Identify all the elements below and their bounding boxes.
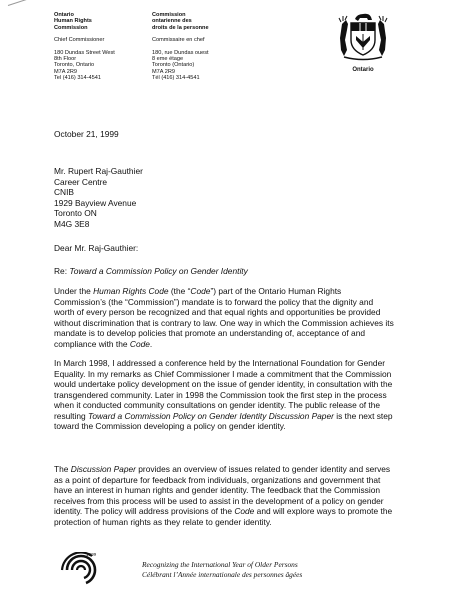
recipient-line2: Career Centre bbox=[54, 176, 108, 187]
para3-text-1: The bbox=[54, 464, 71, 474]
recipient-line3: CNIB bbox=[54, 187, 75, 197]
salutation: Dear Mr. Raj-Gauthier: bbox=[54, 243, 139, 253]
signer-title: Chief Commissioner bbox=[54, 37, 105, 44]
ontario-crest bbox=[338, 10, 388, 72]
letterhead-english bbox=[54, 12, 144, 82]
org-name-line2: Human Rights bbox=[54, 18, 92, 25]
org-name-line2-fr: ontarienne des bbox=[152, 18, 192, 25]
address-line1-fr: 180, rue Dundas ouest bbox=[152, 49, 209, 56]
telephone: Tel (416) 314-4541 bbox=[54, 75, 101, 82]
recipient-line6: M4G 3E8 bbox=[54, 218, 90, 229]
para1-text-4: . bbox=[149, 338, 153, 349]
para3-text-2: provides an overview of issues related to gender identity and serves as a point of departure for feedback from individuals, organizations and government that have an interest in human rights and gender identity. The feedback that the Commission receives from this process will be used to assist in the development of a policy on gender identity. The policy will address provisions of the bbox=[54, 464, 391, 516]
address-line1: 180 Dundas Street West bbox=[54, 49, 115, 56]
subject-line bbox=[54, 266, 394, 277]
para3-code: Code bbox=[234, 506, 255, 516]
org-name-line3: Commission bbox=[54, 24, 88, 31]
subject-prefix: Re: bbox=[54, 266, 70, 276]
org-name-line3-fr: droits de la personne bbox=[152, 24, 209, 31]
footer-line-english: Recognizing the International Year of Older Persons bbox=[142, 560, 298, 569]
footer-text bbox=[142, 560, 442, 579]
recipient-line4: 1929 Bayview Avenue bbox=[54, 197, 137, 208]
para2-paper-title: Toward a Commission Policy on Gender Identity Discussion Paper bbox=[87, 410, 334, 421]
org-name-line1: Ontario bbox=[54, 12, 74, 18]
address-line2-fr: 8 eme étage bbox=[152, 56, 184, 63]
address-line4-fr: M7A 2R9 bbox=[152, 68, 176, 75]
letter-date: October 21, 1999 bbox=[54, 129, 119, 139]
logo-year: 1999 bbox=[86, 552, 97, 557]
org-name-line1-fr: Commission bbox=[152, 12, 186, 18]
recipient-line5: Toronto ON bbox=[54, 208, 97, 218]
address-line3-fr: Toronto (Ontario) bbox=[152, 62, 195, 69]
crest-label: Ontario bbox=[352, 67, 374, 73]
telephone-fr: Tél (416) 314-4541 bbox=[152, 75, 200, 82]
para1-code-short: Code bbox=[190, 286, 211, 296]
para2-text-1: In March 1998, I addressed a conference held by the International Foundation for Gender Equality. In my remarks as Chief Commissioner I made a commitment that the Commission would undertake policy development on the issue of gender identity, in consultation with the transgendered community. Later in 1998 the Commission took the first step in the process when it conducted community consultations on gender identity. The public release of the resulting bbox=[54, 358, 393, 421]
para3-text-3: and will explore ways to promote the protection of human rights as they relate to gender identity. bbox=[54, 506, 393, 527]
paragraph-3 bbox=[54, 464, 394, 527]
recipient-address bbox=[54, 166, 394, 229]
para1-text-3: ”) part of the Ontario Human Rights Commission’s (the “Commission”) mandate is to forward the policy that the dignity and worth of every person be recognized and that equal rights and opportunities be provided without discrimination that is contrary to law. One way in which the Commission achieves its mandate is to develop policies that promote an understanding of, acceptance of and compliance with the bbox=[54, 286, 394, 349]
coat-of-arms-icon bbox=[338, 10, 388, 62]
subject-title: Toward a Commission Policy on Gender Identity bbox=[69, 266, 248, 276]
footer-line-french: Célébrant l’Année internationale des personnes âgées bbox=[142, 569, 303, 579]
older-persons-logo bbox=[56, 552, 106, 588]
paragraph-2 bbox=[54, 358, 394, 432]
letterhead-french bbox=[152, 12, 252, 82]
swirl-logo-icon bbox=[56, 552, 106, 588]
address-line2: 8th Floor bbox=[54, 56, 77, 63]
para2-text-2: is the next step toward the Commission developing a policy on gender identity. bbox=[54, 410, 393, 431]
para1-text-2: (the “ bbox=[168, 286, 191, 296]
para3-paper-title: Discussion Paper bbox=[70, 464, 136, 474]
address-line4: M7A 2R9 bbox=[54, 68, 78, 75]
address-line3: Toronto, Ontario bbox=[54, 62, 95, 69]
para1-text-1: Under the bbox=[54, 286, 94, 296]
corner-pen-mark bbox=[8, 0, 41, 6]
para1-code-end: Code bbox=[129, 338, 150, 349]
paragraph-1 bbox=[54, 286, 394, 349]
recipient-name: Mr. Rupert Raj-Gauthier bbox=[54, 166, 143, 176]
para1-code-title: Human Rights Code bbox=[93, 286, 169, 296]
signer-title-fr: Commissaire en chef bbox=[152, 37, 205, 44]
